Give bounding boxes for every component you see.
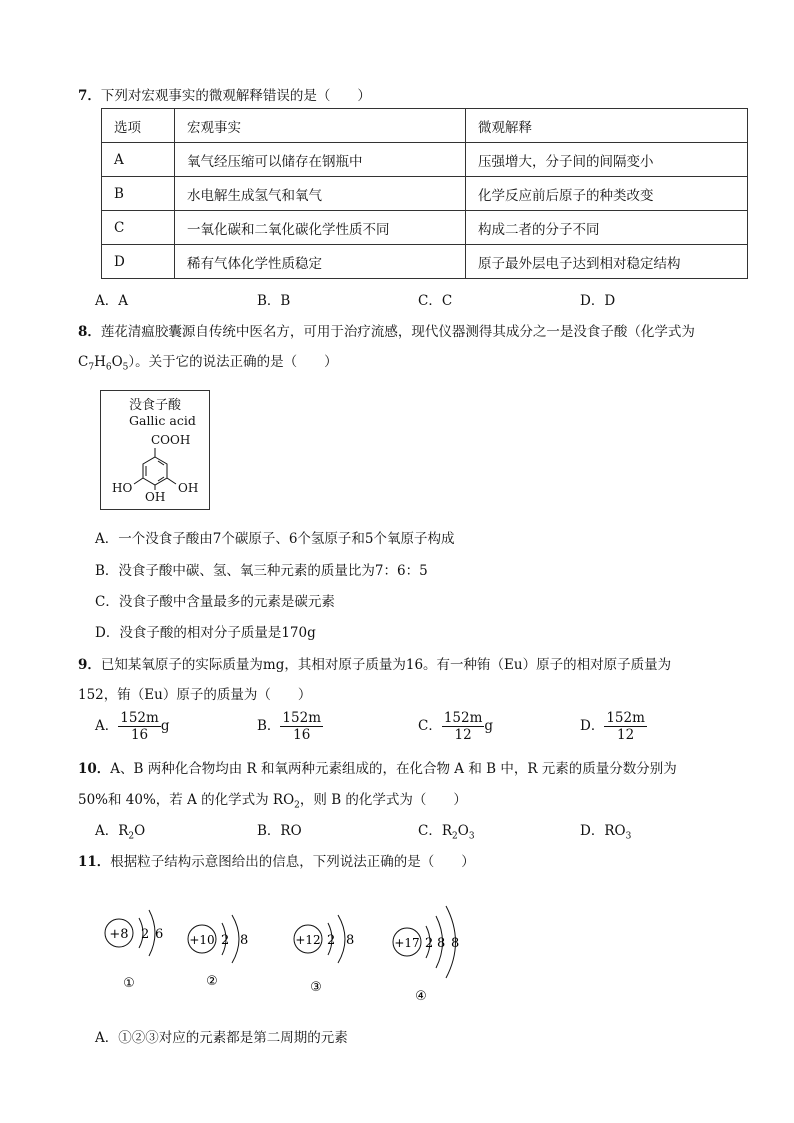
q11-number: 11．: [78, 854, 111, 870]
q11-stem: [78, 850, 475, 870]
particle-label: ④: [415, 989, 427, 1004]
fraction: [442, 710, 485, 743]
q8-option-a[interactable]: A．一个没食子酸由7个碳原子、6个氢原子和5个氧原子构成: [95, 531, 455, 547]
table-header-cell: 微观解释: [466, 109, 748, 143]
gallic-acid-structure: [100, 390, 210, 510]
fraction: [280, 710, 323, 743]
formula-sub: 5: [122, 362, 129, 373]
option-label: D．: [580, 718, 605, 734]
fraction-numerator: 152m: [282, 710, 321, 726]
table-header-row: [102, 109, 748, 143]
q10-text-part: 50%和 40%，若 A 的化学式为 RO: [78, 792, 295, 808]
particle-diagram-1: [105, 910, 163, 991]
q7-stem: [78, 84, 371, 104]
fraction-denominator: 16: [130, 727, 149, 743]
structure-oh-mid: OH: [145, 490, 166, 504]
q10-option-d[interactable]: [580, 819, 631, 842]
shell-electrons: 2: [327, 933, 336, 948]
structure-title-en: Gallic acid: [129, 413, 196, 428]
structure-title-cn: 没食子酸: [129, 398, 182, 413]
option-label: B．: [257, 718, 281, 734]
shell-electrons: 8: [240, 933, 249, 948]
option-text: O: [457, 823, 469, 839]
q9-option-b[interactable]: [257, 710, 323, 743]
fraction-numerator: 152m: [443, 710, 483, 726]
q7-option-a[interactable]: A．A: [95, 293, 128, 309]
option-unit: g: [484, 718, 494, 734]
q10-text: A、B 两种化合物均由 R 和氧两种元素组成的，在化合物 A 和 B 中，R 元素的质量分数分别为: [110, 761, 677, 777]
particle-label: ②: [206, 974, 218, 989]
table-header-cell: 选项: [102, 109, 175, 143]
formula-sub: 3: [625, 831, 632, 842]
q9-text: 已知某氧原子的实际质量为mg，其相对原子质量为16。有一种铕（Eu）原子的相对原子质量为: [100, 657, 672, 673]
q10-option-c[interactable]: [418, 819, 475, 842]
nucleus-charge: +8: [109, 927, 129, 942]
q8-text: 莲花清瘟胶囊源自传统中医名方，可用于治疗流感，现代仪器测得其成分之一是没食子酸（化学式为: [100, 324, 695, 340]
table-cell: 水电解生成氢气和氧气: [175, 177, 466, 211]
table-cell: 构成二者的分子不同: [466, 211, 748, 245]
structure-cooh: COOH: [151, 433, 191, 447]
nucleus-charge: +12: [295, 933, 321, 947]
shell-electrons: 8: [451, 936, 460, 951]
table-cell: 压强增大，分子间的间隔变小: [466, 143, 748, 177]
table-row: [102, 211, 748, 245]
table-cell: 一氧化碳和二氧化碳化学性质不同: [175, 211, 466, 245]
q11-text: 根据粒子结构示意图给出的信息，下列说法正确的是（ ）: [110, 854, 475, 870]
fraction-denominator: 12: [617, 727, 635, 743]
fraction-numerator: 152m: [606, 710, 645, 726]
shell-electrons: 8: [437, 936, 446, 951]
formula-sub: 2: [294, 800, 300, 811]
q8-stem-line1: [78, 320, 695, 340]
option-text: B．RO: [257, 823, 302, 839]
table-row: [102, 177, 748, 211]
shell-electrons: 2: [221, 933, 230, 948]
table-cell: C: [102, 211, 175, 245]
table-cell: 原子最外层电子达到相对稳定结构: [466, 245, 748, 279]
table-cell: 稀有气体化学性质稳定: [175, 245, 466, 279]
shell-electrons: 2: [141, 927, 150, 942]
formula-part: O: [111, 354, 123, 370]
table-cell: D: [102, 245, 175, 279]
particle-diagram-2: [188, 915, 248, 989]
q9-option-c[interactable]: [418, 710, 493, 743]
formula-sub: 2: [128, 831, 135, 842]
q10-text-part: ，则 B 的化学式为（ ）: [299, 792, 467, 808]
q8-option-b[interactable]: B．没食子酸中碳、氢、氧三种元素的质量比为7：6：5: [95, 563, 428, 579]
q9-option-d[interactable]: [580, 710, 647, 743]
fraction: [118, 710, 161, 743]
shell-electrons: 2: [425, 936, 434, 951]
q8-option-c[interactable]: C．没食子酸中含量最多的元素是碳元素: [95, 594, 335, 610]
option-text: A．R: [95, 823, 129, 839]
fraction-denominator: 16: [293, 727, 311, 743]
particle-diagram-4: [393, 906, 459, 1004]
formula-sub: 2: [452, 831, 458, 842]
formula-sub: 3: [468, 831, 475, 842]
fraction-numerator: 152m: [120, 710, 159, 726]
q8-text-tail: ）。关于它的说法正确的是（ ）: [128, 354, 338, 370]
q11-option-a[interactable]: A．①②③对应的元素都是第二周期的元素: [95, 1030, 348, 1046]
formula-sub: 6: [105, 362, 112, 373]
q9-stem-line1: [78, 653, 671, 673]
q8-number: 8．: [78, 324, 101, 340]
table-cell: B: [102, 177, 175, 211]
nucleus-charge: +10: [189, 933, 215, 947]
q8-option-d[interactable]: D．没食子酸的相对分子质量是170g: [95, 625, 316, 641]
q7-option-d[interactable]: D．D: [580, 293, 616, 309]
option-text: C．R: [418, 823, 452, 839]
nucleus-charge: +17: [394, 936, 420, 950]
option-label: A．: [95, 718, 119, 734]
formula-part: C: [78, 354, 89, 370]
q9-option-a[interactable]: [95, 710, 169, 743]
fraction: [604, 710, 647, 743]
q7-number: 7．: [78, 88, 101, 104]
table-cell: 氧气经压缩可以储存在钢瓶中: [175, 143, 466, 177]
table-cell: 化学反应前后原子的种类改变: [466, 177, 748, 211]
particle-label: ①: [123, 976, 135, 991]
q7-table: [101, 108, 748, 279]
particle-diagrams: [95, 888, 475, 1008]
q8-stem-line2: [78, 350, 338, 373]
q7-option-b[interactable]: B．B: [257, 293, 291, 309]
particle-diagram-3: [294, 915, 354, 995]
option-label: C．: [418, 718, 442, 734]
structure-oh-right: OH: [178, 481, 199, 495]
q7-text: 下列对宏观事实的微观解释错误的是（ ）: [100, 88, 371, 104]
option-text: O: [134, 823, 146, 839]
option-unit: g: [160, 718, 170, 734]
table-row: [102, 245, 748, 279]
table-cell: A: [102, 143, 175, 177]
q9-number: 9．: [78, 657, 101, 673]
q10-number: 10．: [78, 761, 111, 777]
particle-label: ③: [310, 980, 322, 995]
q7-option-c[interactable]: C．C: [418, 293, 453, 309]
table-header-cell: 宏观事实: [175, 109, 466, 143]
q9-stem-line2: 152，铕（Eu）原子的质量为（ ）: [78, 687, 312, 703]
q10-stem-line2: [78, 788, 467, 811]
q10-stem-line1: [78, 757, 677, 777]
table-row: [102, 143, 748, 177]
formula-part: H: [94, 354, 106, 370]
option-text: D．RO: [580, 823, 626, 839]
fraction-denominator: 12: [454, 727, 472, 743]
structure-ho-left: HO: [112, 481, 133, 495]
q10-option-a[interactable]: [95, 819, 145, 842]
shell-electrons: 6: [155, 927, 164, 942]
q10-option-b[interactable]: [257, 819, 302, 839]
shell-electrons: 8: [346, 933, 355, 948]
formula-sub: 7: [88, 362, 95, 373]
